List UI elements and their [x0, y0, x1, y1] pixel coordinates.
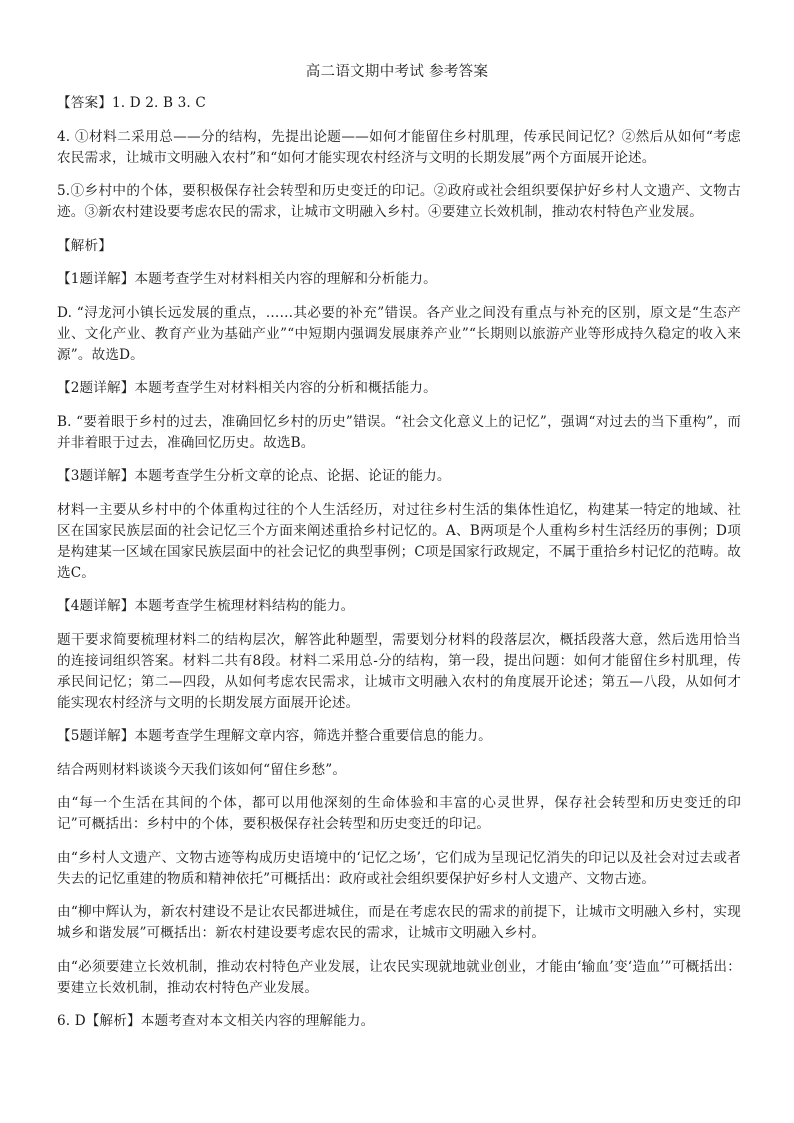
- document-body: [57, 93, 741, 1045]
- q2-explanation: B. “要着眼于乡村的过去，准确回忆乡村的历史”错误。“社会文化意义上的记忆”，强调“对过去的当下重构”，而并非着眼于过去，准确回忆历史。故选B。: [57, 413, 741, 451]
- q5-point-4: 由“必须要建立长效机制，推动农村特色产业发展，让农民实现就地就业创业，才能由‘输血’变‘造血’”可概括出：要建立长效机制，推动农村特色产业发展。: [57, 958, 741, 996]
- q3-heading: 【3题详解】本题考查学生分析文章的论点、论据、论证的能力。: [57, 468, 451, 484]
- q2-heading: 【2题详解】本题考查学生对材料相关内容的分析和概括能力。: [57, 380, 437, 396]
- answer-5: 5.①乡村中的个体，要积极保存社会转型和历史变迁的印记。②政府或社会组织要保护好乡村人文遗产、文物古迹。③新农村建设要考虑农民的需求，让城市文明融入乡村。④要建立长效机制，推动农村特色产业发展。: [57, 183, 741, 220]
- q4-explanation: 题干要求简要梳理材料二的结构层次，解答此种题型，需要划分材料的段落层次，概括段落大意，然后选用恰当的连接词组织答案。材料二共有8段。材料二采用总-分的结构，第一段，提出问题：如何才能留住乡村肌理，传承民间记忆；第二—四段，从如何考虑农民需求，让城市文明融入农村的角度展开论述；第五—八段，从如何才能实现农村经济与文明的长期发展方面展开论述。: [57, 631, 741, 711]
- q3-explanation: 材料一主要从乡村中的个体重构过往的个人生活经历，对过往乡村生活的集体性追忆，构建某一特定的地域、社区在国家民族层面的社会记忆三个方面来阐述重拾乡村记忆的。A、B两项是个人重构乡村生活经历的事例；D项是构建某一区域在国家民族层面中的社会记忆的典型事例；C项是国家行政规定，不属于重拾乡村记忆的范畴。故选C。: [57, 501, 741, 581]
- page-title: 高二语文期中考试 参考答案: [305, 64, 489, 80]
- answer-6: 6. D【解析】本题考查对本文相关内容的理解能力。: [57, 1013, 375, 1029]
- q5-point-3: 由“柳中辉认为，新农村建设不是让农民都进城住，而是在考虑农民的需求的前提下，让城市文明融入乡村，实现城乡和谐发展”可概括出：新农村建设要考虑农民的需求，让城市文明融入乡村。: [57, 904, 741, 941]
- q5-heading: 【5题详解】本题考查学生理解文章内容，筛选并整合重要信息的能力。: [57, 728, 492, 744]
- answer-summary: 【答案】1. D 2. B 3. C: [57, 95, 206, 111]
- q4-heading: 【4题详解】本题考查学生梳理材料结构的能力。: [57, 598, 355, 614]
- q5-point-2: 由“乡村人文遗产、文物古迹等构成历史语境中的‘记忆之场’，它们成为呈现记忆消失的印记以及社会对过去或者失去的记忆重建的物质和精神依托”可概括出：政府或社会组织要保护好乡村人文遗产、文物古迹。: [57, 849, 741, 887]
- q5-prompt: 结合两则材料谈谈今天我们该如何“留住乡愁”。: [57, 761, 347, 778]
- analysis-heading: 【解析】: [57, 237, 112, 254]
- answer-4: 4. ①材料二采用总——分的结构，先提出论题——如何才能留住乡村肌理，传承民间记忆？②然后从如何“考虑农民需求，让城市文明融入农村”和“如何才能实现农村经济与文明的长期发展”两个方面展开论述。: [57, 128, 741, 166]
- q5-point-1: 由“每一个生活在其间的个体，都可以用他深刻的生命体验和丰富的心灵世界，保存社会转型和历史变迁的印记”可概括出：乡村中的个体，要积极保存社会转型和历史变迁的印记。: [57, 795, 741, 832]
- q1-explanation: D. “浔龙河小镇长远发展的重点，……其必要的补充”错误。各产业之间没有重点与补充的区别，原文是“生态产业、文化产业、教育产业为基础产业”“中短期内强调发展康养产业”“长期则以旅游产业等形成持久稳定的收入来源”。故选D。: [57, 304, 741, 363]
- q1-heading: 【1题详解】本题考查学生对材料相关内容的理解和分析能力。: [57, 271, 437, 287]
